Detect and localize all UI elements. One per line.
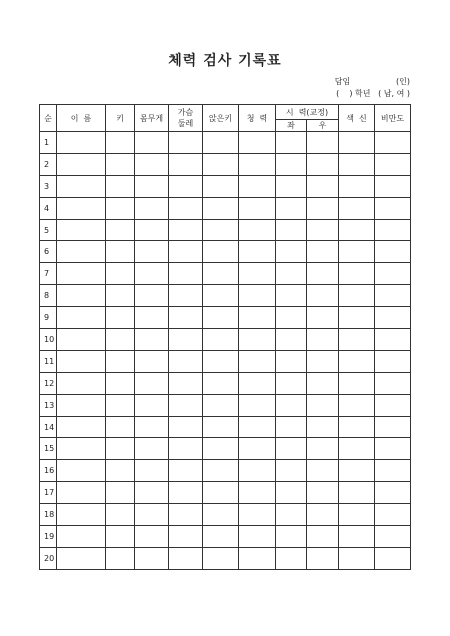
cell-name[interactable] — [57, 307, 106, 329]
table-row — [40, 350, 411, 372]
cell-sitting-height[interactable] — [203, 153, 239, 175]
cell-obesity[interactable] — [375, 416, 411, 438]
cell-chest[interactable] — [169, 285, 203, 307]
table-row — [40, 504, 411, 526]
cell-sitting-height[interactable] — [203, 132, 239, 154]
cell-name[interactable] — [57, 197, 106, 219]
cell-vision-right[interactable] — [307, 372, 339, 394]
cell-sitting-height[interactable] — [203, 372, 239, 394]
row-number: 4 — [40, 197, 57, 219]
cell-sitting-height[interactable] — [203, 241, 239, 263]
cell-sitting-height[interactable] — [203, 416, 239, 438]
cell-height[interactable] — [106, 526, 135, 548]
cell-color-vision[interactable] — [339, 307, 375, 329]
cell-chest[interactable] — [169, 263, 203, 285]
header-height: 키 — [106, 105, 135, 132]
cell-height[interactable] — [106, 219, 135, 241]
cell-height[interactable] — [106, 372, 135, 394]
row-number: 5 — [40, 219, 57, 241]
row-number: 19 — [40, 526, 57, 548]
cell-hearing[interactable] — [239, 307, 276, 329]
cell-name[interactable] — [57, 263, 106, 285]
cell-color-vision[interactable] — [339, 219, 375, 241]
cell-hearing[interactable] — [239, 372, 276, 394]
header-sitting-height: 앉은키 — [203, 105, 239, 132]
cell-sitting-height[interactable] — [203, 394, 239, 416]
cell-vision-right[interactable] — [307, 394, 339, 416]
cell-chest[interactable] — [169, 526, 203, 548]
cell-vision-left[interactable] — [276, 526, 307, 548]
cell-hearing[interactable] — [239, 285, 276, 307]
header-vision-right: 우 — [307, 120, 339, 132]
cell-weight[interactable] — [135, 504, 169, 526]
table-row — [40, 372, 411, 394]
cell-weight[interactable] — [135, 153, 169, 175]
cell-obesity[interactable] — [375, 394, 411, 416]
cell-color-vision[interactable] — [339, 263, 375, 285]
cell-name[interactable] — [57, 241, 106, 263]
cell-obesity[interactable] — [375, 547, 411, 569]
row-number: 7 — [40, 263, 57, 285]
cell-weight[interactable] — [135, 263, 169, 285]
table-row — [40, 219, 411, 241]
table-row — [40, 329, 411, 351]
cell-vision-right[interactable] — [307, 438, 339, 460]
header-name: 이 름 — [57, 105, 106, 132]
table-row — [40, 263, 411, 285]
cell-vision-left[interactable] — [276, 547, 307, 569]
header-chest — [169, 105, 203, 132]
cell-obesity[interactable] — [375, 132, 411, 154]
cell-vision-right[interactable] — [307, 132, 339, 154]
cell-hearing[interactable] — [239, 219, 276, 241]
cell-height[interactable] — [106, 416, 135, 438]
cell-hearing[interactable] — [239, 416, 276, 438]
cell-hearing[interactable] — [239, 197, 276, 219]
fitness-record-table — [39, 104, 411, 570]
form-title: 체력 검사 기록표 — [168, 53, 282, 69]
row-number: 15 — [40, 438, 57, 460]
cell-name[interactable] — [57, 526, 106, 548]
cell-hearing[interactable] — [239, 132, 276, 154]
cell-weight[interactable] — [135, 438, 169, 460]
cell-name[interactable] — [57, 132, 106, 154]
cell-vision-right[interactable] — [307, 504, 339, 526]
cell-chest[interactable] — [169, 219, 203, 241]
row-number: 13 — [40, 394, 57, 416]
cell-obesity[interactable] — [375, 482, 411, 504]
header-weight: 몸무게 — [135, 105, 169, 132]
cell-chest[interactable] — [169, 241, 203, 263]
cell-color-vision[interactable] — [339, 394, 375, 416]
cell-chest[interactable] — [169, 132, 203, 154]
cell-sitting-height[interactable] — [203, 197, 239, 219]
cell-color-vision[interactable] — [339, 197, 375, 219]
table-row — [40, 132, 411, 154]
cell-sitting-height[interactable] — [203, 547, 239, 569]
cell-weight[interactable] — [135, 197, 169, 219]
cell-obesity[interactable] — [375, 329, 411, 351]
cell-hearing[interactable] — [239, 241, 276, 263]
cell-height[interactable] — [106, 350, 135, 372]
cell-weight[interactable] — [135, 241, 169, 263]
cell-color-vision[interactable] — [339, 372, 375, 394]
cell-name[interactable] — [57, 285, 106, 307]
seal-label: (인) — [396, 77, 410, 86]
cell-vision-left[interactable] — [276, 329, 307, 351]
cell-vision-right[interactable] — [307, 175, 339, 197]
cell-height[interactable] — [106, 132, 135, 154]
cell-hearing[interactable] — [239, 350, 276, 372]
row-number: 17 — [40, 482, 57, 504]
cell-vision-right[interactable] — [307, 350, 339, 372]
table-row — [40, 285, 411, 307]
row-number: 6 — [40, 241, 57, 263]
record-rows — [40, 132, 411, 570]
table-row — [40, 416, 411, 438]
cell-name[interactable] — [57, 219, 106, 241]
row-number: 11 — [40, 350, 57, 372]
cell-weight[interactable] — [135, 285, 169, 307]
cell-vision-left[interactable] — [276, 197, 307, 219]
cell-obesity[interactable] — [375, 153, 411, 175]
cell-chest[interactable] — [169, 197, 203, 219]
cell-sitting-height[interactable] — [203, 219, 239, 241]
header-hearing: 청 력 — [239, 105, 276, 132]
cell-name[interactable] — [57, 394, 106, 416]
cell-color-vision[interactable] — [339, 329, 375, 351]
cell-sitting-height[interactable] — [203, 504, 239, 526]
cell-hearing[interactable] — [239, 526, 276, 548]
cell-name[interactable] — [57, 547, 106, 569]
cell-name[interactable] — [57, 329, 106, 351]
cell-color-vision[interactable] — [339, 175, 375, 197]
cell-chest[interactable] — [169, 504, 203, 526]
cell-chest[interactable] — [169, 547, 203, 569]
cell-name[interactable] — [57, 153, 106, 175]
cell-vision-left[interactable] — [276, 175, 307, 197]
table-row — [40, 153, 411, 175]
cell-height[interactable] — [106, 547, 135, 569]
cell-height[interactable] — [106, 241, 135, 263]
cell-name[interactable] — [57, 504, 106, 526]
cell-weight[interactable] — [135, 547, 169, 569]
cell-vision-right[interactable] — [307, 197, 339, 219]
cell-weight[interactable] — [135, 460, 169, 482]
cell-name[interactable] — [57, 372, 106, 394]
cell-hearing[interactable] — [239, 329, 276, 351]
cell-sitting-height[interactable] — [203, 526, 239, 548]
cell-weight[interactable] — [135, 307, 169, 329]
cell-hearing[interactable] — [239, 175, 276, 197]
cell-chest[interactable] — [169, 175, 203, 197]
cell-hearing[interactable] — [239, 504, 276, 526]
teacher-signature-line — [335, 76, 410, 87]
cell-vision-right[interactable] — [307, 219, 339, 241]
header-vision-left: 좌 — [276, 120, 307, 132]
cell-color-vision[interactable] — [339, 547, 375, 569]
cell-vision-right[interactable] — [307, 285, 339, 307]
cell-sitting-height[interactable] — [203, 438, 239, 460]
cell-vision-right[interactable] — [307, 329, 339, 351]
cell-name[interactable] — [57, 175, 106, 197]
cell-chest[interactable] — [169, 329, 203, 351]
cell-chest[interactable] — [169, 416, 203, 438]
table-row — [40, 175, 411, 197]
cell-vision-right[interactable] — [307, 547, 339, 569]
cell-height[interactable] — [106, 460, 135, 482]
cell-name[interactable] — [57, 438, 106, 460]
cell-vision-right[interactable] — [307, 153, 339, 175]
row-number: 20 — [40, 547, 57, 569]
cell-vision-left[interactable] — [276, 504, 307, 526]
cell-weight[interactable] — [135, 329, 169, 351]
teacher-label: 담임 — [334, 77, 351, 86]
cell-chest[interactable] — [169, 438, 203, 460]
cell-obesity[interactable] — [375, 219, 411, 241]
cell-chest[interactable] — [169, 153, 203, 175]
cell-color-vision[interactable] — [339, 526, 375, 548]
cell-vision-left[interactable] — [276, 132, 307, 154]
cell-color-vision[interactable] — [339, 285, 375, 307]
cell-height[interactable] — [106, 197, 135, 219]
cell-name[interactable] — [57, 416, 106, 438]
row-number: 14 — [40, 416, 57, 438]
cell-sitting-height[interactable] — [203, 482, 239, 504]
cell-vision-left[interactable] — [276, 241, 307, 263]
cell-hearing[interactable] — [239, 438, 276, 460]
row-number: 16 — [40, 460, 57, 482]
cell-vision-left[interactable] — [276, 438, 307, 460]
cell-vision-right[interactable] — [307, 460, 339, 482]
row-number: 12 — [40, 372, 57, 394]
cell-color-vision[interactable] — [339, 153, 375, 175]
cell-chest[interactable] — [169, 394, 203, 416]
cell-height[interactable] — [106, 153, 135, 175]
cell-weight[interactable] — [135, 526, 169, 548]
cell-vision-right[interactable] — [307, 482, 339, 504]
cell-hearing[interactable] — [239, 547, 276, 569]
cell-sitting-height[interactable] — [203, 460, 239, 482]
cell-vision-left[interactable] — [276, 460, 307, 482]
cell-hearing[interactable] — [239, 482, 276, 504]
cell-vision-right[interactable] — [307, 241, 339, 263]
grade-gender-line: ( ) 학년 ( 남, 여 ) — [336, 89, 410, 98]
cell-weight[interactable] — [135, 482, 169, 504]
cell-hearing[interactable] — [239, 394, 276, 416]
cell-weight[interactable] — [135, 132, 169, 154]
cell-color-vision[interactable] — [339, 438, 375, 460]
header-no: 순 — [40, 105, 57, 132]
row-number: 1 — [40, 132, 57, 154]
cell-height[interactable] — [106, 175, 135, 197]
cell-weight[interactable] — [135, 394, 169, 416]
table-row — [40, 547, 411, 569]
cell-obesity[interactable] — [375, 285, 411, 307]
cell-weight[interactable] — [135, 175, 169, 197]
cell-chest[interactable] — [169, 372, 203, 394]
cell-chest[interactable] — [169, 482, 203, 504]
header-vision: 시 력(교정) — [276, 105, 339, 120]
table-row — [40, 460, 411, 482]
cell-chest[interactable] — [169, 460, 203, 482]
cell-vision-left[interactable] — [276, 416, 307, 438]
cell-vision-right[interactable] — [307, 526, 339, 548]
cell-sitting-height[interactable] — [203, 175, 239, 197]
cell-height[interactable] — [106, 504, 135, 526]
header-obesity: 비만도 — [375, 105, 411, 132]
cell-obesity[interactable] — [375, 372, 411, 394]
cell-hearing[interactable] — [239, 263, 276, 285]
cell-obesity[interactable] — [375, 197, 411, 219]
cell-vision-left[interactable] — [276, 285, 307, 307]
cell-obesity[interactable] — [375, 526, 411, 548]
cell-height[interactable] — [106, 329, 135, 351]
table-row — [40, 394, 411, 416]
cell-obesity[interactable] — [375, 263, 411, 285]
cell-weight[interactable] — [135, 219, 169, 241]
header-color-vision: 색 신 — [339, 105, 375, 132]
cell-weight[interactable] — [135, 350, 169, 372]
row-number: 9 — [40, 307, 57, 329]
cell-vision-left[interactable] — [276, 394, 307, 416]
cell-obesity[interactable] — [375, 460, 411, 482]
cell-vision-left[interactable] — [276, 263, 307, 285]
cell-vision-left[interactable] — [276, 153, 307, 175]
header-chest-line1: 가슴 — [177, 108, 194, 117]
cell-height[interactable] — [106, 482, 135, 504]
cell-sitting-height[interactable] — [203, 307, 239, 329]
cell-color-vision[interactable] — [339, 482, 375, 504]
cell-vision-left[interactable] — [276, 350, 307, 372]
cell-obesity[interactable] — [375, 241, 411, 263]
cell-weight[interactable] — [135, 416, 169, 438]
header-chest-line2: 둘레 — [177, 119, 194, 128]
cell-sitting-height[interactable] — [203, 285, 239, 307]
table-row — [40, 482, 411, 504]
cell-obesity[interactable] — [375, 438, 411, 460]
table-row — [40, 526, 411, 548]
cell-vision-right[interactable] — [307, 416, 339, 438]
cell-vision-left[interactable] — [276, 307, 307, 329]
cell-height[interactable] — [106, 394, 135, 416]
cell-hearing[interactable] — [239, 460, 276, 482]
row-number: 18 — [40, 504, 57, 526]
cell-sitting-height[interactable] — [203, 263, 239, 285]
cell-height[interactable] — [106, 263, 135, 285]
cell-obesity[interactable] — [375, 307, 411, 329]
cell-height[interactable] — [106, 307, 135, 329]
cell-color-vision[interactable] — [339, 460, 375, 482]
row-number: 2 — [40, 153, 57, 175]
cell-weight[interactable] — [135, 372, 169, 394]
cell-height[interactable] — [106, 438, 135, 460]
cell-sitting-height[interactable] — [203, 350, 239, 372]
cell-color-vision[interactable] — [339, 416, 375, 438]
cell-height[interactable] — [106, 285, 135, 307]
cell-obesity[interactable] — [375, 350, 411, 372]
row-number: 3 — [40, 175, 57, 197]
cell-vision-left[interactable] — [276, 372, 307, 394]
cell-vision-left[interactable] — [276, 219, 307, 241]
cell-sitting-height[interactable] — [203, 329, 239, 351]
cell-chest[interactable] — [169, 350, 203, 372]
cell-name[interactable] — [57, 482, 106, 504]
cell-hearing[interactable] — [239, 153, 276, 175]
table-row — [40, 241, 411, 263]
cell-obesity[interactable] — [375, 175, 411, 197]
cell-vision-right[interactable] — [307, 263, 339, 285]
cell-chest[interactable] — [169, 307, 203, 329]
cell-color-vision[interactable] — [339, 350, 375, 372]
table-row — [40, 438, 411, 460]
table-row — [40, 197, 411, 219]
cell-color-vision[interactable] — [339, 132, 375, 154]
cell-name[interactable] — [57, 460, 106, 482]
cell-obesity[interactable] — [375, 504, 411, 526]
cell-color-vision[interactable] — [339, 504, 375, 526]
cell-vision-right[interactable] — [307, 307, 339, 329]
row-number: 10 — [40, 329, 57, 351]
cell-name[interactable] — [57, 350, 106, 372]
cell-vision-left[interactable] — [276, 482, 307, 504]
row-number: 8 — [40, 285, 57, 307]
table-row — [40, 307, 411, 329]
cell-color-vision[interactable] — [339, 241, 375, 263]
